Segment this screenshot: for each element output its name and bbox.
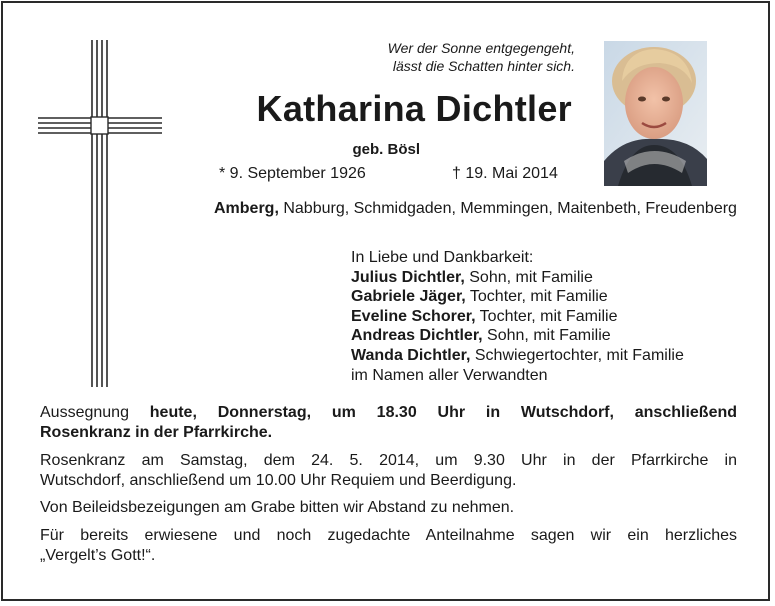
- mourner-4: [351, 326, 751, 346]
- mourner-relation: Tochter, mit Familie: [475, 307, 618, 325]
- funeral-blessing-notice: [40, 403, 737, 443]
- death-date: † 19. Mai 2014: [452, 165, 558, 182]
- mourner-3: [351, 307, 751, 327]
- birth-date: * 9. September 1926: [219, 165, 366, 182]
- motto-line-1: Wer der Sonne entgegengeht,: [387, 40, 575, 56]
- notice-line: Wutschdorf, anschließend um 10.00 Uhr Requiem und Beerdigung.: [40, 472, 517, 489]
- mourner-name: Andreas Dichtler,: [351, 327, 483, 345]
- birth-name: geb. Bösl: [352, 141, 420, 158]
- rosary-requiem-notice: [40, 451, 737, 491]
- mourner-relation: Tochter, mit Familie: [465, 288, 608, 306]
- mourner-name: Gabriele Jäger,: [351, 288, 466, 306]
- mourner-name: Julius Dichtler,: [351, 268, 465, 286]
- mourner-relation: Sohn, mit Familie: [464, 268, 593, 286]
- places: [214, 199, 744, 219]
- cross-icon: [38, 40, 162, 387]
- condolence-notice: [40, 498, 737, 518]
- thanks-notice: [40, 526, 737, 566]
- motto-line-2: lässt die Schatten hinter sich.: [392, 58, 575, 74]
- notice-line: [40, 403, 737, 423]
- notice-line: Von Beileidsbezeigungen am Grabe bitten wir Abstand zu nehmen.: [40, 499, 515, 516]
- motto: [300, 39, 575, 75]
- mourner-name: Eveline Schorer,: [351, 307, 476, 325]
- primary-place: Amberg,: [214, 200, 279, 217]
- mourners-block: [351, 248, 751, 385]
- mourner-relation: Sohn, mit Familie: [482, 327, 611, 345]
- mourner-relation: Schwiegertochter, mit Familie: [470, 346, 684, 364]
- notice-line: „Vergelt’s Gott!“.: [40, 547, 156, 564]
- mourner-1: [351, 268, 751, 288]
- mourner-2: [351, 287, 751, 307]
- mourners-intro: In Liebe und Dankbarkeit:: [351, 249, 534, 266]
- portrait-photo: [604, 41, 707, 186]
- notice-text: Aussegnung: [40, 404, 150, 421]
- notice-line: Rosenkranz am Samstag, dem 24. 5. 2014, um 9.30 Uhr in der Pfarrkirche in: [40, 452, 737, 469]
- notice-emphasis: Rosenkranz in der Pfarrkirche.: [40, 424, 273, 441]
- notice-emphasis: heute, Donnerstag, um 18.30 Uhr in Wutschdorf, anschließend: [149, 404, 738, 421]
- notice-line: [40, 423, 737, 443]
- mourners-closing: im Namen aller Verwandten: [351, 366, 548, 384]
- notice-line: Für bereits erwiesene und noch zugedachte Anteilnahme sagen wir ein herzliches: [40, 527, 737, 544]
- mourner-5: [351, 346, 751, 366]
- other-places: Nabburg, Schmidgaden, Memmingen, Maitenbeth, Freudenberg: [278, 200, 737, 217]
- mourner-name: Wanda Dichtler,: [351, 346, 471, 364]
- deceased-name: Katharina Dichtler: [256, 88, 572, 129]
